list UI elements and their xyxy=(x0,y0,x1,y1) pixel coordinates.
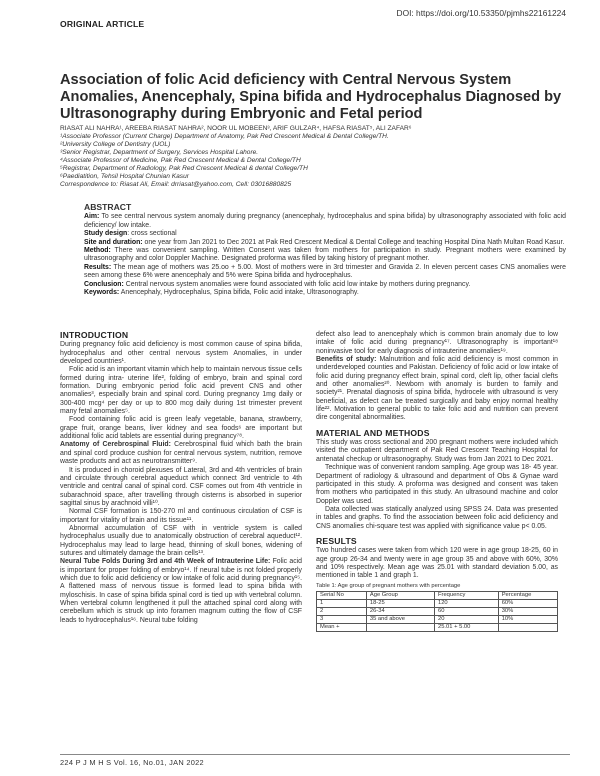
abstract-results xyxy=(84,264,566,281)
abstract-keywords xyxy=(84,289,566,297)
table-cell xyxy=(498,623,557,631)
methods-paragraph-1: This study was cross sectional and 200 pregnant mothers were included which visited the outpatient department of Pak Red Crescent Teaching Hospital for antenatal checkup or ultrasonography. Study was from Jan 2021 to Dec 2021. xyxy=(316,439,558,463)
table-cell: 1 xyxy=(317,599,367,607)
abstract-conclusion xyxy=(84,281,566,289)
abstract-aim xyxy=(84,213,566,230)
table-cell: 60% xyxy=(498,599,557,607)
methods-heading: MATERIAL AND METHODS xyxy=(316,427,430,438)
table-cell: 10% xyxy=(498,615,557,623)
table-header-cell: Serial No xyxy=(317,591,367,599)
right-column xyxy=(316,331,558,632)
abstract-section xyxy=(84,203,566,297)
author-block xyxy=(60,125,570,189)
benefits-label: Benefits of study: xyxy=(316,356,377,364)
table-cell xyxy=(366,623,434,631)
intro-continued: defect also lead to anencephaly which is common brain anomaly due to low intake of folic acid during pregnancy¹⁷. Ultrasonography is important¹⁸ noninvasive tool for early diagnosis of intrauterine anomalies¹⁹. xyxy=(316,331,558,355)
table-caption: Table 1: Age group of pregnant mothers with percentage xyxy=(316,582,461,589)
csf-text: Cerebrospinal fluid which bath the brain and spinal cord produce cushion for central nervous system, nutrition, remove waste products and act as neurotransmitter⁹. xyxy=(60,441,302,466)
author-names: RIASAT ALI NAHRA¹, AREEBA RIASAT NAHRA², NOOR UL MOBEEN³, ARIF GULZAR⁴, HAFSA RIASAT⁵, ALI ZAFAR⁶ xyxy=(60,125,412,132)
design-label: Study design xyxy=(84,230,128,238)
keywords-text: Anencephaly, Hydrocephalus, Spina bifida, Folic acid intake, Ultrasonography. xyxy=(119,289,359,297)
intro-paragraph-4: It is produced in choroid plexuses of Lateral, 3rd and 4th ventricles of brain and circulate through cerebral aqueduct which connect 3rd ventricle to 4th ventricle and central canal of spinal cord. CSF comes out from 4th ventricle in subarachnoid space, after travelling through cisterns is absorbed in superior sagittal sinus by arachnoid villi¹⁰. xyxy=(60,466,302,507)
footer-divider xyxy=(60,754,570,755)
table-row xyxy=(317,607,558,615)
table-header-cell: Age Group xyxy=(366,591,434,599)
table-cell: 26-34 xyxy=(366,607,434,615)
affiliation-4: ⁴Associate Professor of Medicine, Pak Red Crescent Medical & Dental College/TH xyxy=(60,157,301,164)
benefits-text: Malnutrition and folic acid deficiency is most common in underdeveloped counties and Pakistan. Deficiency of folic acid or low intake of folic acid during pregnancy effect brain, spinal cord, cleft lip, other facial clefts and other anomalies²⁰. Newborn with anomaly is burden to family and society²¹. Prenatal diagnosis of spina bifida, hydrocele with ultrasound is very beneficial, as defect can be treated surgically and baby enjoy normal healthy life²². Motivation to general public to take folic acid and nutrition can prevent dire congenital abnormalities. xyxy=(316,356,558,422)
neural-tube-label: Neural Tube Folds During 3rd and 4th Week of Intrauterine Life: xyxy=(60,558,271,566)
abstract-method xyxy=(84,247,566,264)
design-text: : cross sectional xyxy=(127,230,177,238)
abstract-design xyxy=(84,230,566,238)
intro-paragraph-6: Abnormal accumulation of CSF with in ventricle system is called hydrocephalus usually due to anatomically obstruction of cerebral aqueduct¹². Hydrocephalus may lead to large head, thinning of skull bones, widening of sutures and ultimately damage the brain cells¹³. xyxy=(60,524,302,557)
table-header-cell: Percentage xyxy=(498,591,557,599)
table-cell: 60 xyxy=(434,607,498,615)
intro-heading: INTRODUCTION xyxy=(60,330,129,340)
aim-label: Aim: xyxy=(84,213,100,221)
table-cell: 18-25 xyxy=(366,599,434,607)
left-column xyxy=(60,331,302,625)
table-cell: 3 xyxy=(317,615,367,623)
table-header-row xyxy=(317,591,558,599)
table-cell: Mean + xyxy=(317,623,367,631)
table-header-cell: Frequency xyxy=(434,591,498,599)
affiliation-6: ⁶Paediatition, Tehsil Hospital Chunian Kasur xyxy=(60,173,189,180)
site-label: Site and duration: xyxy=(84,238,143,246)
table-cell: 25.01 + 5.00 xyxy=(434,623,498,631)
table-cell: 20 xyxy=(434,615,498,623)
neural-tube-paragraph xyxy=(60,558,302,625)
table-cell: 120 xyxy=(434,599,498,607)
keywords-label: Keywords: xyxy=(84,289,120,297)
doi-link[interactable]: DOI: https://doi.org/10.53350/pjmhs22161224 xyxy=(396,8,566,18)
abstract-site xyxy=(84,239,566,247)
method-text: There was convenient sampling. Written Consent was taken from mothers for participation in study. Pregnant mothers were examined by ultrasonography and color Doppler Machine. Designated proforma was filled by taking history of pregnant mother. xyxy=(84,247,566,263)
table-cell: 30% xyxy=(498,607,557,615)
age-group-table xyxy=(316,591,558,632)
affiliation-5: ⁵Registrar, Department of Radiology, Pak Red Crescent Medical & dental College/TH xyxy=(60,165,308,172)
paper-title: Association of folic Acid deficiency with Central Nervous System Anomalies, Anencephaly, Spina bifida and Hydrocephalus Diagnosed by Ultrasonography during Embryonic and Fetal period xyxy=(60,72,562,122)
aim-text: To see central nervous system anomaly during pregnancy (anencephaly, hydrocephalus and spina bifida) by ultrasonography associated with folic acid deficiency/ low intake. xyxy=(84,213,566,229)
intro-paragraph-5: Normal CSF formation is 150-270 ml and continuous circulation of CSF is important for vitality of brain and its tissue¹¹. xyxy=(60,508,302,524)
article-type-label: ORIGINAL ARTICLE xyxy=(60,19,145,29)
method-label: Method: xyxy=(84,247,111,255)
table-row xyxy=(317,623,558,631)
table-cell: 35 and above xyxy=(366,615,434,623)
intro-paragraph-2: Folic acid is an important vitamin which help to maintain nervous tissue cells formed during intra- uterine life², folding of embryo, brain and spinal cord formation. During embryonic period folic acid prevent CNS and other anomalies³, especially brain and spinal cord. During pregnancy 1mg daily or 300-400 mcg⁴ per day or up to 800 mcg daily during 1st trimester prevent many fetal anomalies⁵. xyxy=(60,366,302,416)
methods-paragraph-2: Technique was of convenient random sampling. Age group was 18- 45 year. Department of radiology & ultrasound and department of Obs & Gynae ward participated in this study. A proforma was designed and consent was taken from mothers who participated in this study. An ultrasound machine and color Doppler was used. xyxy=(316,464,558,505)
affiliation-1: ¹Associate Professor (Current Charge) Department of Anatomy, Pak Red Crescent Medical & Dental College/TH. xyxy=(60,133,389,140)
csf-label: Anatomy of Cerebrospinal Fluid: xyxy=(60,441,171,449)
csf-paragraph xyxy=(60,441,302,466)
results-paragraph-1: Two hundred cases were taken from which 120 were in age group 18-25, 60 in age group 26-34 and twenty were in age group 35 and above with 60%, 30% and 10% respectively. Mean age was 25.01 with standard deviation 5.00, as mentioned in table 1 and graph 1. xyxy=(316,547,558,580)
abstract-heading: ABSTRACT xyxy=(84,202,132,212)
table-cell: 2 xyxy=(317,607,367,615)
methods-paragraph-3: Data collected was statically analyzed using SPSS 24. Data was presented in tables and graphs. To find the association between folic acid deficiency and CNS anomalies chi-square test was applied with significance value p< 0.05. xyxy=(316,505,558,530)
results-label: Results: xyxy=(84,263,112,271)
neural-tube-text: Folic acid is important for proper folding of embryo¹⁴. If neural tube is not folded properly which due to folic acid deficiency or low intake of folic acid during pregnancy¹⁵. A flattened mass of nervous tissue is formed lead to spina bifida with myloschisis. In case of spina bifida spinal cord is tied up with vertebral column. When vertebral column lengthened it pull the attached spinal cord along with cerebellum which is struck up into foramen magnum cutting the flow of CSF leads to hydrocephalus¹⁶. Neural tube folding xyxy=(60,558,302,624)
page-footer: 224 P J M H S Vol. 16, No.01, JAN 2022 xyxy=(60,758,204,767)
results-text: The mean age of mothers was 25.oo + 5.00. Most of mothers were in 3rd trimester and Gravida 2. In eleven percent cases CNS anomalies were seen among these 6% were anencephaly and 5% were Spina bifida and hydrocephalus. xyxy=(84,263,566,280)
results-heading: RESULTS xyxy=(316,535,357,546)
table-row xyxy=(317,599,558,607)
affiliation-3: ³Senior Registrar, Department of Surgery, Services Hospital Lahore. xyxy=(60,149,259,156)
conclusion-label: Conclusion: xyxy=(84,280,124,288)
conclusion-text: Central nervous system anomalies were found associated with folic acid low intake by mothers during pregnancy. xyxy=(123,280,471,288)
intro-paragraph-3: Food containing folic acid is green leafy vegetable, banana, strawberry, grape fruit, orange beans, liver kidney and sea foods⁶ are important but additional folic acid tablets are essential during pregnancy⁷⁸. xyxy=(60,416,302,441)
site-text: one year from Jan 2021 to Dec 2021 at Pak Red Crescent Medical & Dental College and teaching Hospital Dina Nath Multan Road Kasur. xyxy=(142,238,565,246)
intro-paragraph-1: During pregnancy folic acid deficiency is most common cause of spina bifida, hydrocephalus and other central nervous system Anomalies, in under developed countries¹. xyxy=(60,341,302,366)
affiliation-2: ²University College of Dentistry (UOL) xyxy=(60,141,171,148)
benefits-paragraph xyxy=(316,356,558,423)
correspondence: Correspondence to: Riasat Ali, Email: drriasat@yahoo.com, Cell: 03016880825 xyxy=(60,181,292,188)
table-row xyxy=(317,615,558,623)
